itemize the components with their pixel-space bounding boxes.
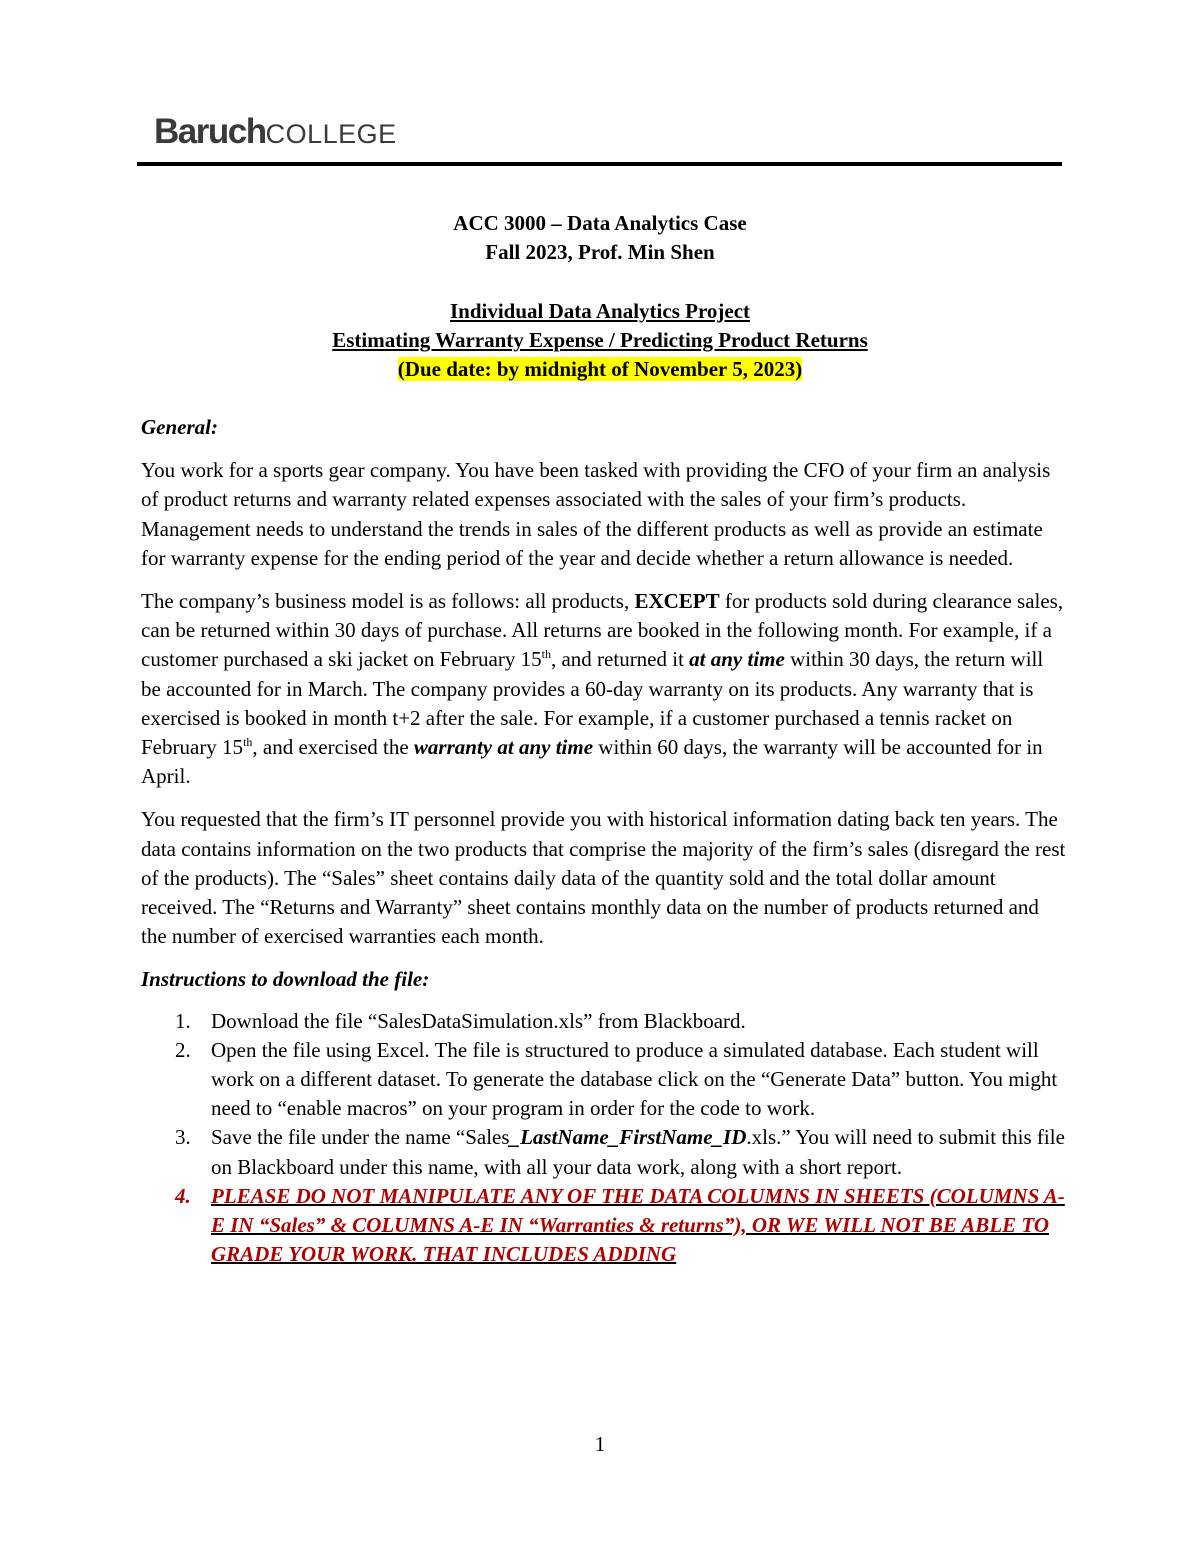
- list-item: 1. Download the file “SalesDataSimulation.xls” from Blackboard.: [175, 1008, 746, 1033]
- course-header: [0, 209, 1200, 267]
- project-subtitle: Estimating Warranty Expense / Predicting Product Returns: [332, 328, 868, 352]
- general-section: [141, 413, 1066, 1269]
- header-rule: [137, 162, 1062, 166]
- project-title: Individual Data Analytics Project: [449, 299, 751, 323]
- list-item: 2. Open the file using Excel. The file is structured to produce a simulated database. Each student will work on a different dataset. To generate the database click on the “Generate Data” button. You might need to “enable macros” on your program in order for the code to work.: [175, 1037, 1058, 1121]
- baruch-college-logo: [154, 112, 397, 152]
- logo-part-baruch: Baruch: [154, 112, 266, 151]
- list-item: 3. Save the file under the name “Sales_LastName_FirstName_ID.xls.” You will need to submit this file on Blackboard under this name, with all your data work, along with a short report.: [175, 1125, 1065, 1179]
- course-title: ACC 3000 – Data Analytics Case: [453, 211, 747, 235]
- general-paragraph-2: The company’s business model is as follows: all products, EXCEPT for products sold during clearance sales, can be returned within 30 days of purchase. All returns are booked in the following month. For example, if a customer purchased a ski jacket on February 15th, and returned it at any time within 30 days, the return will be accounted for in March. The company provides a 60-day warranty on its products. Any warranty that is exercised is booked in month t+2 after the sale. For example, if a customer purchased a tennis racket on February 15th, and exercised the warranty at any time within 60 days, the warranty will be accounted for in April.: [141, 589, 1064, 789]
- page-number: 1: [594, 1432, 606, 1456]
- logo-part-college: COLLEGE: [265, 119, 397, 149]
- instructions-list: [141, 1007, 1066, 1270]
- term-line: Fall 2023, Prof. Min Shen: [485, 240, 715, 264]
- general-paragraph-3: You requested that the firm’s IT personnel provide you with historical information dating back ten years. The data contains information on the two products that comprise the majority of the firm’s sales (disregard the rest of the products). The “Sales” sheet contains daily data of the quantity sold and the total dollar amount received. The “Returns and Warranty” sheet contains monthly data on the number of products returned and the number of exercised warranties each month.: [141, 807, 1066, 949]
- general-paragraph-1: You work for a sports gear company. You have been tasked with providing the CFO of your firm an analysis of product returns and warranty related expenses associated with the sales of your firm’s products. Management needs to understand the trends in sales of the different products as well as provide an estimate for warranty expense for the ending period of the year and decide whether a return allowance is needed.: [141, 458, 1051, 570]
- list-item-warning: 4. PLEASE DO NOT MANIPULATE ANY OF THE DATA COLUMNS IN SHEETS (COLUMNS A-E IN “Sales” & COLUMNS A-E IN “Warranties & returns”), OR WE WILL NOT BE ABLE TO GRADE YOUR WORK. THAT INCLUDES ADDING: [175, 1183, 1065, 1267]
- due-date: (Due date: by midnight of November 5, 2023): [397, 357, 803, 381]
- instructions-heading: Instructions to download the file:: [141, 967, 430, 992]
- project-header: [0, 297, 1200, 384]
- general-heading: General:: [141, 415, 218, 439]
